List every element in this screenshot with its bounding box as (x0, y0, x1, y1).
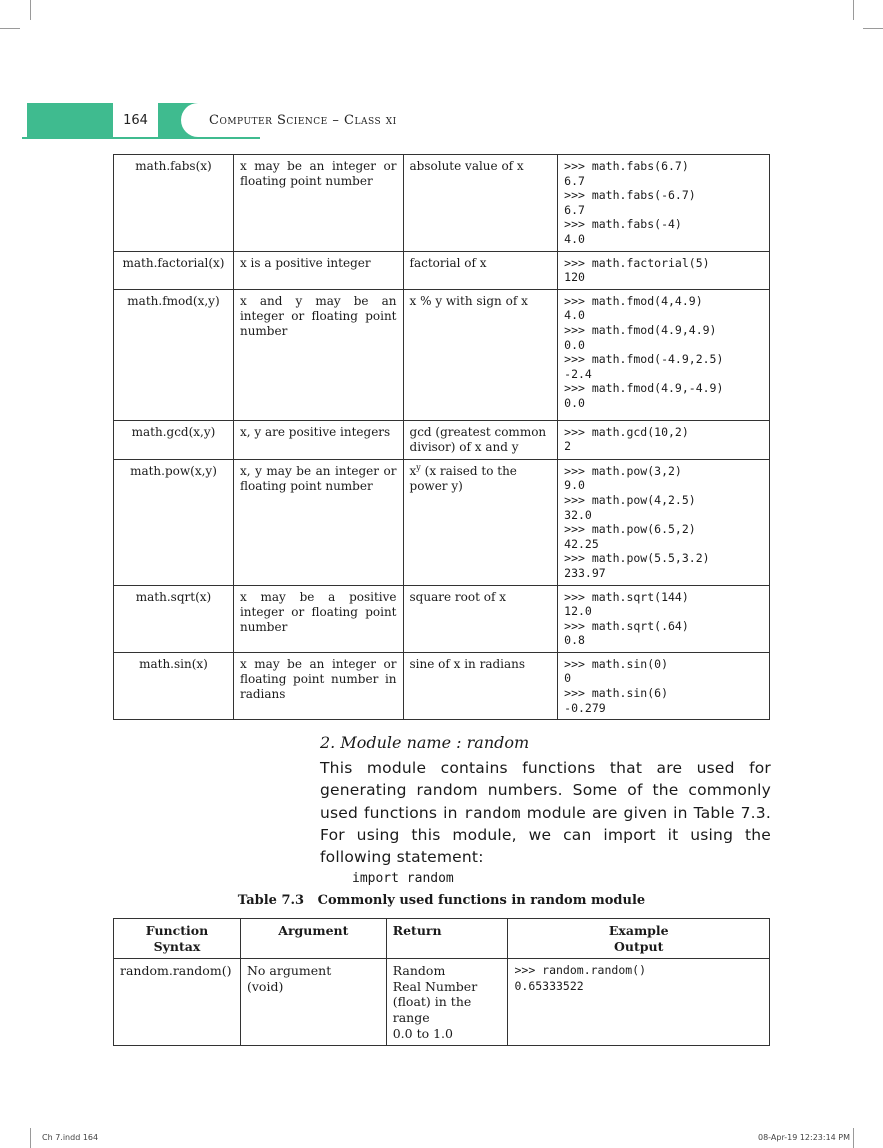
return-cell: sine of x in radians (403, 652, 558, 719)
para-code: random (463, 803, 521, 822)
function-syntax-cell: math.gcd(x,y) (114, 420, 234, 459)
return-cell: absolute value of x (403, 155, 558, 252)
return-cell (403, 459, 558, 585)
column-header: Return (386, 919, 508, 959)
argument-cell: x, y may be an integer or floating point number (233, 459, 403, 585)
crop-mark (30, 0, 31, 20)
argument-cell: x may be an integer or floating point number in radians (233, 652, 403, 719)
para-text: This module contains functions that are used for generating random numbers. Some of the commonly used functions in (320, 759, 771, 822)
example-cell: >>> math.fabs(6.7) 6.7 >>> math.fabs(-6.7) 6.7 >>> math.fabs(-4) 4.0 (558, 155, 770, 252)
random-functions-table (113, 918, 770, 1046)
para-text: module are given in Table 7.3. For using this module, we can import it using the following statement: (320, 803, 771, 867)
table-row (114, 585, 770, 652)
function-syntax-cell: math.pow(x,y) (114, 459, 234, 585)
argument-cell: No argument (void) (240, 959, 386, 1046)
page-number: 164 (112, 103, 159, 137)
footer-timestamp: 08-Apr-19 12:23:14 PM (758, 1133, 851, 1142)
crop-mark (0, 28, 20, 29)
argument-cell: x, y are positive integers (233, 420, 403, 459)
return-exponent: y (416, 462, 421, 472)
table-row (114, 289, 770, 420)
table-row (114, 652, 770, 719)
argument-cell: x and y may be an integer or floating point number (233, 289, 403, 420)
function-syntax-cell: math.fabs(x) (114, 155, 234, 252)
argument-cell: x may be a positive integer or floating point number (233, 585, 403, 652)
footer-file-info: Ch 7.indd 164 (42, 1133, 99, 1142)
return-cell: square root of x (403, 585, 558, 652)
function-syntax-cell: math.sin(x) (114, 652, 234, 719)
example-cell: >>> math.factorial(5) 120 (558, 251, 770, 289)
example-cell: >>> math.sqrt(144) 12.0 >>> math.sqrt(.64) 0.8 (558, 585, 770, 652)
import-statement: import random (352, 871, 454, 886)
running-title: Computer Science – Class xi (209, 113, 397, 128)
argument-cell: x may be an integer or floating point number (233, 155, 403, 252)
column-header: Function Syntax (114, 919, 241, 959)
function-syntax-cell: random.random() (114, 959, 241, 1046)
example-cell: >>> math.fmod(4,4.9) 4.0 >>> math.fmod(4.9,4.9) 0.0 >>> math.fmod(-4.9,2.5) -2.4 >>> math.fmod(4.9,-4.9) 0.0 (558, 289, 770, 420)
argument-cell: x is a positive integer (233, 251, 403, 289)
function-syntax-cell: math.fmod(x,y) (114, 289, 234, 420)
module-heading: 2. Module name : random (320, 733, 530, 752)
table-caption: Table 7.3 Commonly used functions in random module (237, 893, 646, 908)
return-cell: gcd (greatest common divisor) of x and y (403, 420, 558, 459)
table-row (114, 459, 770, 585)
crop-mark (863, 28, 883, 29)
header-rule (22, 137, 260, 139)
column-header: Example Output (508, 919, 770, 959)
table-header-row (114, 919, 770, 959)
table-row (114, 251, 770, 289)
crop-mark (853, 0, 854, 20)
module-description (320, 757, 771, 868)
math-functions-table (113, 154, 770, 720)
return-cell: Random Real Number (float) in the range 0.0 to 1.0 (386, 959, 508, 1046)
example-cell: >>> math.gcd(10,2) 2 (558, 420, 770, 459)
table-row (114, 959, 770, 1046)
crop-mark (853, 1128, 854, 1148)
return-cell: factorial of x (403, 251, 558, 289)
return-cell: x % y with sign of x (403, 289, 558, 420)
example-cell: >>> math.pow(3,2) 9.0 >>> math.pow(4,2.5) 32.0 >>> math.pow(6.5,2) 42.25 >>> math.pow(5.5,3.2) 233.97 (558, 459, 770, 585)
example-cell: >>> random.random() 0.65333522 (508, 959, 770, 1046)
crop-mark (30, 1128, 31, 1148)
table-row (114, 420, 770, 459)
return-text: (x raised to the power y) (409, 463, 517, 493)
column-header: Argument (240, 919, 386, 959)
return-base: x (409, 463, 417, 478)
example-cell: >>> math.sin(0) 0 >>> math.sin(6) -0.279 (558, 652, 770, 719)
table-row (114, 155, 770, 252)
function-syntax-cell: math.sqrt(x) (114, 585, 234, 652)
function-syntax-cell: math.factorial(x) (114, 251, 234, 289)
